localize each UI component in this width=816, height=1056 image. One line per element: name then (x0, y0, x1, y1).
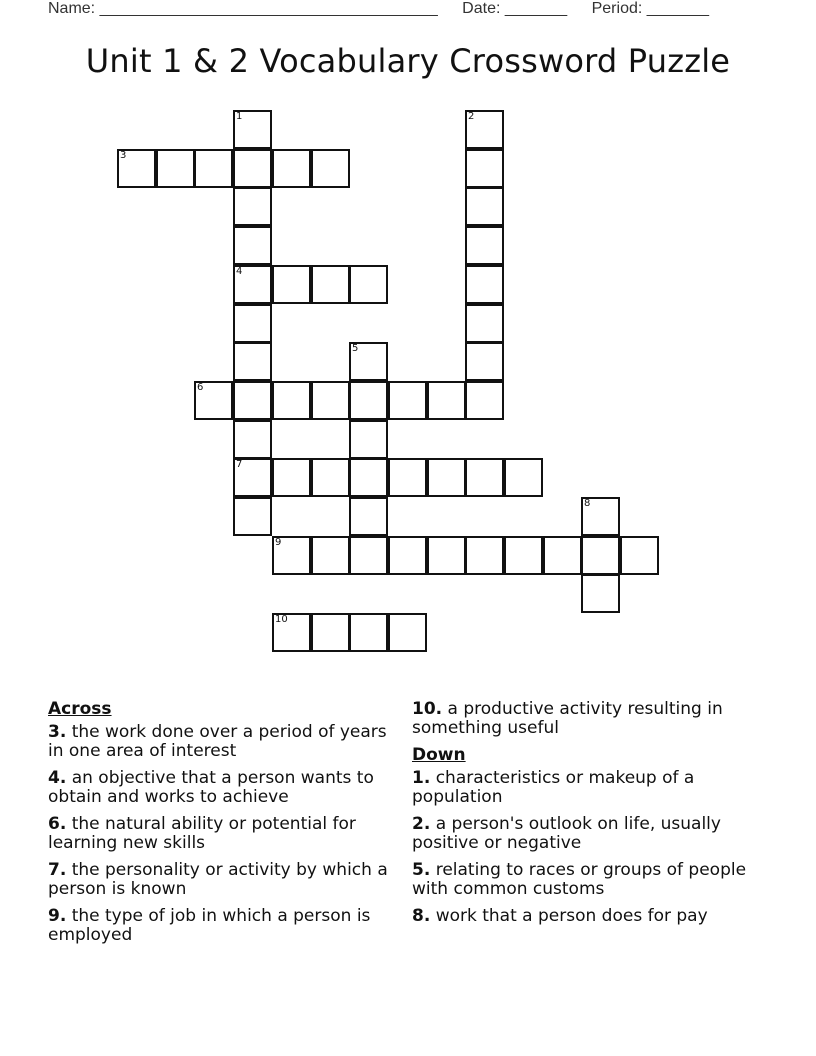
crossword-cell[interactable] (233, 226, 272, 265)
crossword-cell[interactable] (233, 342, 272, 381)
across-clue-10: 10. a productive activity resulting in something useful (412, 699, 723, 738)
crossword-cell[interactable] (465, 536, 504, 575)
crossword-cell[interactable] (581, 497, 620, 536)
crossword-cell[interactable] (233, 265, 272, 304)
crossword-cell[interactable] (349, 265, 388, 304)
across-heading: Across (48, 699, 112, 719)
down-clue-8: 8. work that a person does for pay (412, 906, 708, 926)
crossword-cell[interactable] (349, 458, 388, 497)
crossword-cell[interactable] (349, 497, 388, 536)
crossword-cell[interactable] (349, 420, 388, 459)
crossword-cell[interactable] (427, 536, 466, 575)
crossword-cell[interactable] (349, 613, 388, 652)
crossword-cell[interactable] (117, 149, 156, 188)
crossword-cell[interactable] (465, 304, 504, 343)
crossword-cell[interactable] (233, 149, 272, 188)
clue-number: 7 (236, 459, 243, 470)
crossword-cell[interactable] (388, 458, 427, 497)
crossword-cell[interactable] (233, 458, 272, 497)
crossword-cell[interactable] (388, 381, 427, 420)
crossword-cell[interactable] (465, 342, 504, 381)
crossword-cell[interactable] (233, 110, 272, 149)
crossword-cell[interactable] (465, 458, 504, 497)
crossword-cell[interactable] (465, 187, 504, 226)
crossword-cell[interactable] (311, 613, 350, 652)
across-clue-7: 7. the personality or activity by which a person is known (48, 860, 388, 899)
crossword-cell[interactable] (427, 458, 466, 497)
page-title: Unit 1 & 2 Vocabulary Crossword Puzzle (85, 42, 731, 80)
crossword-cell[interactable] (272, 381, 311, 420)
crossword-cell[interactable] (233, 420, 272, 459)
clue-number: 2 (468, 111, 475, 122)
crossword-cell[interactable] (194, 381, 233, 420)
clue-number: 9 (275, 537, 282, 548)
name-field[interactable]: Name: ______________________________________ (48, 0, 438, 17)
crossword-cell[interactable] (427, 381, 466, 420)
clue-number: 8 (584, 498, 591, 509)
clue-number: 4 (236, 266, 243, 277)
crossword-cell[interactable] (272, 536, 311, 575)
crossword-cell[interactable] (272, 149, 311, 188)
crossword-cell[interactable] (311, 536, 350, 575)
clue-number: 3 (120, 150, 127, 161)
crossword-cell[interactable] (620, 536, 659, 575)
crossword-cell[interactable] (465, 381, 504, 420)
crossword-cell[interactable] (272, 458, 311, 497)
crossword-cell[interactable] (388, 536, 427, 575)
crossword-cell[interactable] (465, 265, 504, 304)
clue-number: 5 (352, 343, 359, 354)
down-clue-2: 2. a person's outlook on life, usually positive or negative (412, 814, 721, 853)
crossword-cell[interactable] (465, 149, 504, 188)
crossword-cell[interactable] (581, 536, 620, 575)
clue-number: 10 (275, 614, 288, 625)
crossword-cell[interactable] (272, 265, 311, 304)
crossword-cell[interactable] (504, 536, 543, 575)
crossword-cell[interactable] (349, 342, 388, 381)
clues-left-column (48, 700, 388, 953)
crossword-cell[interactable] (504, 458, 543, 497)
crossword-cell[interactable] (543, 536, 582, 575)
crossword-cell[interactable] (349, 381, 388, 420)
across-clue-6: 6. the natural ability or potential for learning new skills (48, 814, 356, 853)
period-field[interactable]: Period: _______ (591, 0, 710, 17)
crossword-cell[interactable] (311, 149, 350, 188)
crossword-cell[interactable] (311, 381, 350, 420)
crossword-cell[interactable] (465, 226, 504, 265)
across-clue-4: 4. an objective that a person wants to obtain and works to achieve (48, 768, 374, 807)
clue-number: 1 (236, 111, 243, 122)
down-heading: Down (412, 745, 466, 765)
crossword-cell[interactable] (581, 574, 620, 613)
crossword-cell[interactable] (311, 458, 350, 497)
crossword-cell[interactable] (233, 381, 272, 420)
crossword-cell[interactable] (349, 536, 388, 575)
crossword-cell[interactable] (465, 110, 504, 149)
crossword-cell[interactable] (194, 149, 233, 188)
crossword-cell[interactable] (272, 613, 311, 652)
crossword-cell[interactable] (311, 265, 350, 304)
down-clue-5: 5. relating to races or groups of people with common customs (412, 860, 747, 899)
crossword-cell[interactable] (233, 187, 272, 226)
crossword-cell[interactable] (233, 304, 272, 343)
crossword-cell[interactable] (388, 613, 427, 652)
down-clue-1: 1. characteristics or makeup of a population (412, 768, 695, 807)
crossword-cell[interactable] (156, 149, 195, 188)
clue-number: 6 (197, 382, 204, 393)
crossword-cell[interactable] (233, 497, 272, 536)
date-field[interactable]: Date: _______ (462, 0, 568, 17)
across-clue-3: 3. the work done over a period of years in one area of interest (48, 722, 387, 761)
clues-right-column (412, 700, 762, 934)
across-clue-9: 9. the type of job in which a person is employed (48, 906, 371, 945)
